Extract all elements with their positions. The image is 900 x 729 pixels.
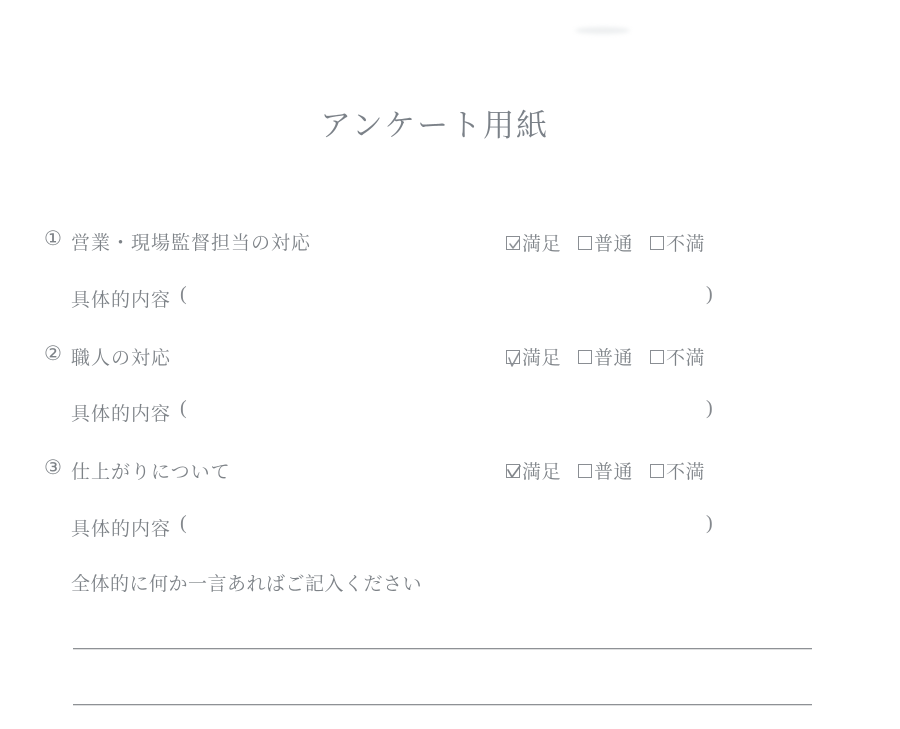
checkbox-q3-manzoku-icon [506,464,520,478]
question-1-number: ① [44,228,62,250]
option-q1-fuman [650,229,705,256]
check-mark-icon [507,465,521,479]
option-q1-manzoku [506,229,561,256]
question-3-number: ③ [44,457,62,479]
question-2-detail-label: 具体的内容 [71,404,172,425]
checkbox-q1-futsuu-icon [578,236,592,250]
option-label: 満足 [522,348,562,369]
question-2-paren-open: ( [180,397,187,419]
answer-line-1 [73,648,812,649]
answer-line-2 [73,704,812,705]
checkbox-q1-manzoku-icon [506,236,520,250]
question-1-label: 営業・現場監督担当の対応 [71,233,312,254]
option-q3-manzoku [506,457,561,484]
checkbox-q2-futsuu-icon [578,350,592,364]
question-3-label: 仕上がりについて [71,462,231,483]
comment-prompt: 全体的に何か一言あればご記入ください [71,574,423,595]
question-1-options [506,229,705,256]
option-q3-fuman [650,457,705,484]
checkbox-q2-fuman-icon [650,350,664,364]
checkbox-q3-fuman-icon [650,464,664,478]
option-label: 普通 [594,348,634,369]
question-3-paren-open: ( [180,512,187,534]
option-q1-futsuu [578,229,633,256]
question-3-options [506,457,705,484]
option-q3-futsuu [578,457,633,484]
option-label: 普通 [594,234,634,255]
option-q2-fuman [650,343,705,370]
checkbox-q1-fuman-icon [650,236,664,250]
question-3-detail-label: 具体的内容 [71,519,172,540]
option-q2-futsuu [578,343,633,370]
page-title: アンケート用紙 [320,108,550,143]
question-2-number: ② [44,343,62,365]
option-q2-manzoku [506,343,561,370]
question-1-paren-open: ( [180,283,187,305]
question-2-label: 職人の対応 [71,348,172,369]
option-label: 満足 [522,234,562,255]
question-1-paren-close: ) [706,283,713,305]
question-2-paren-close: ) [706,397,713,419]
checkbox-q2-manzoku-icon [506,350,520,364]
checkbox-q3-futsuu-icon [578,464,592,478]
option-label: 不満 [666,234,706,255]
option-label: 普通 [594,462,634,483]
option-label: 満足 [522,462,562,483]
question-1-detail-label: 具体的内容 [71,290,172,311]
scan-smudge [575,27,630,34]
check-mark-icon [507,237,521,251]
question-3-paren-close: ) [706,512,713,534]
question-2-options [506,343,705,370]
option-label: 不満 [666,348,706,369]
option-label: 不満 [666,462,706,483]
check-mark-icon [507,351,521,365]
